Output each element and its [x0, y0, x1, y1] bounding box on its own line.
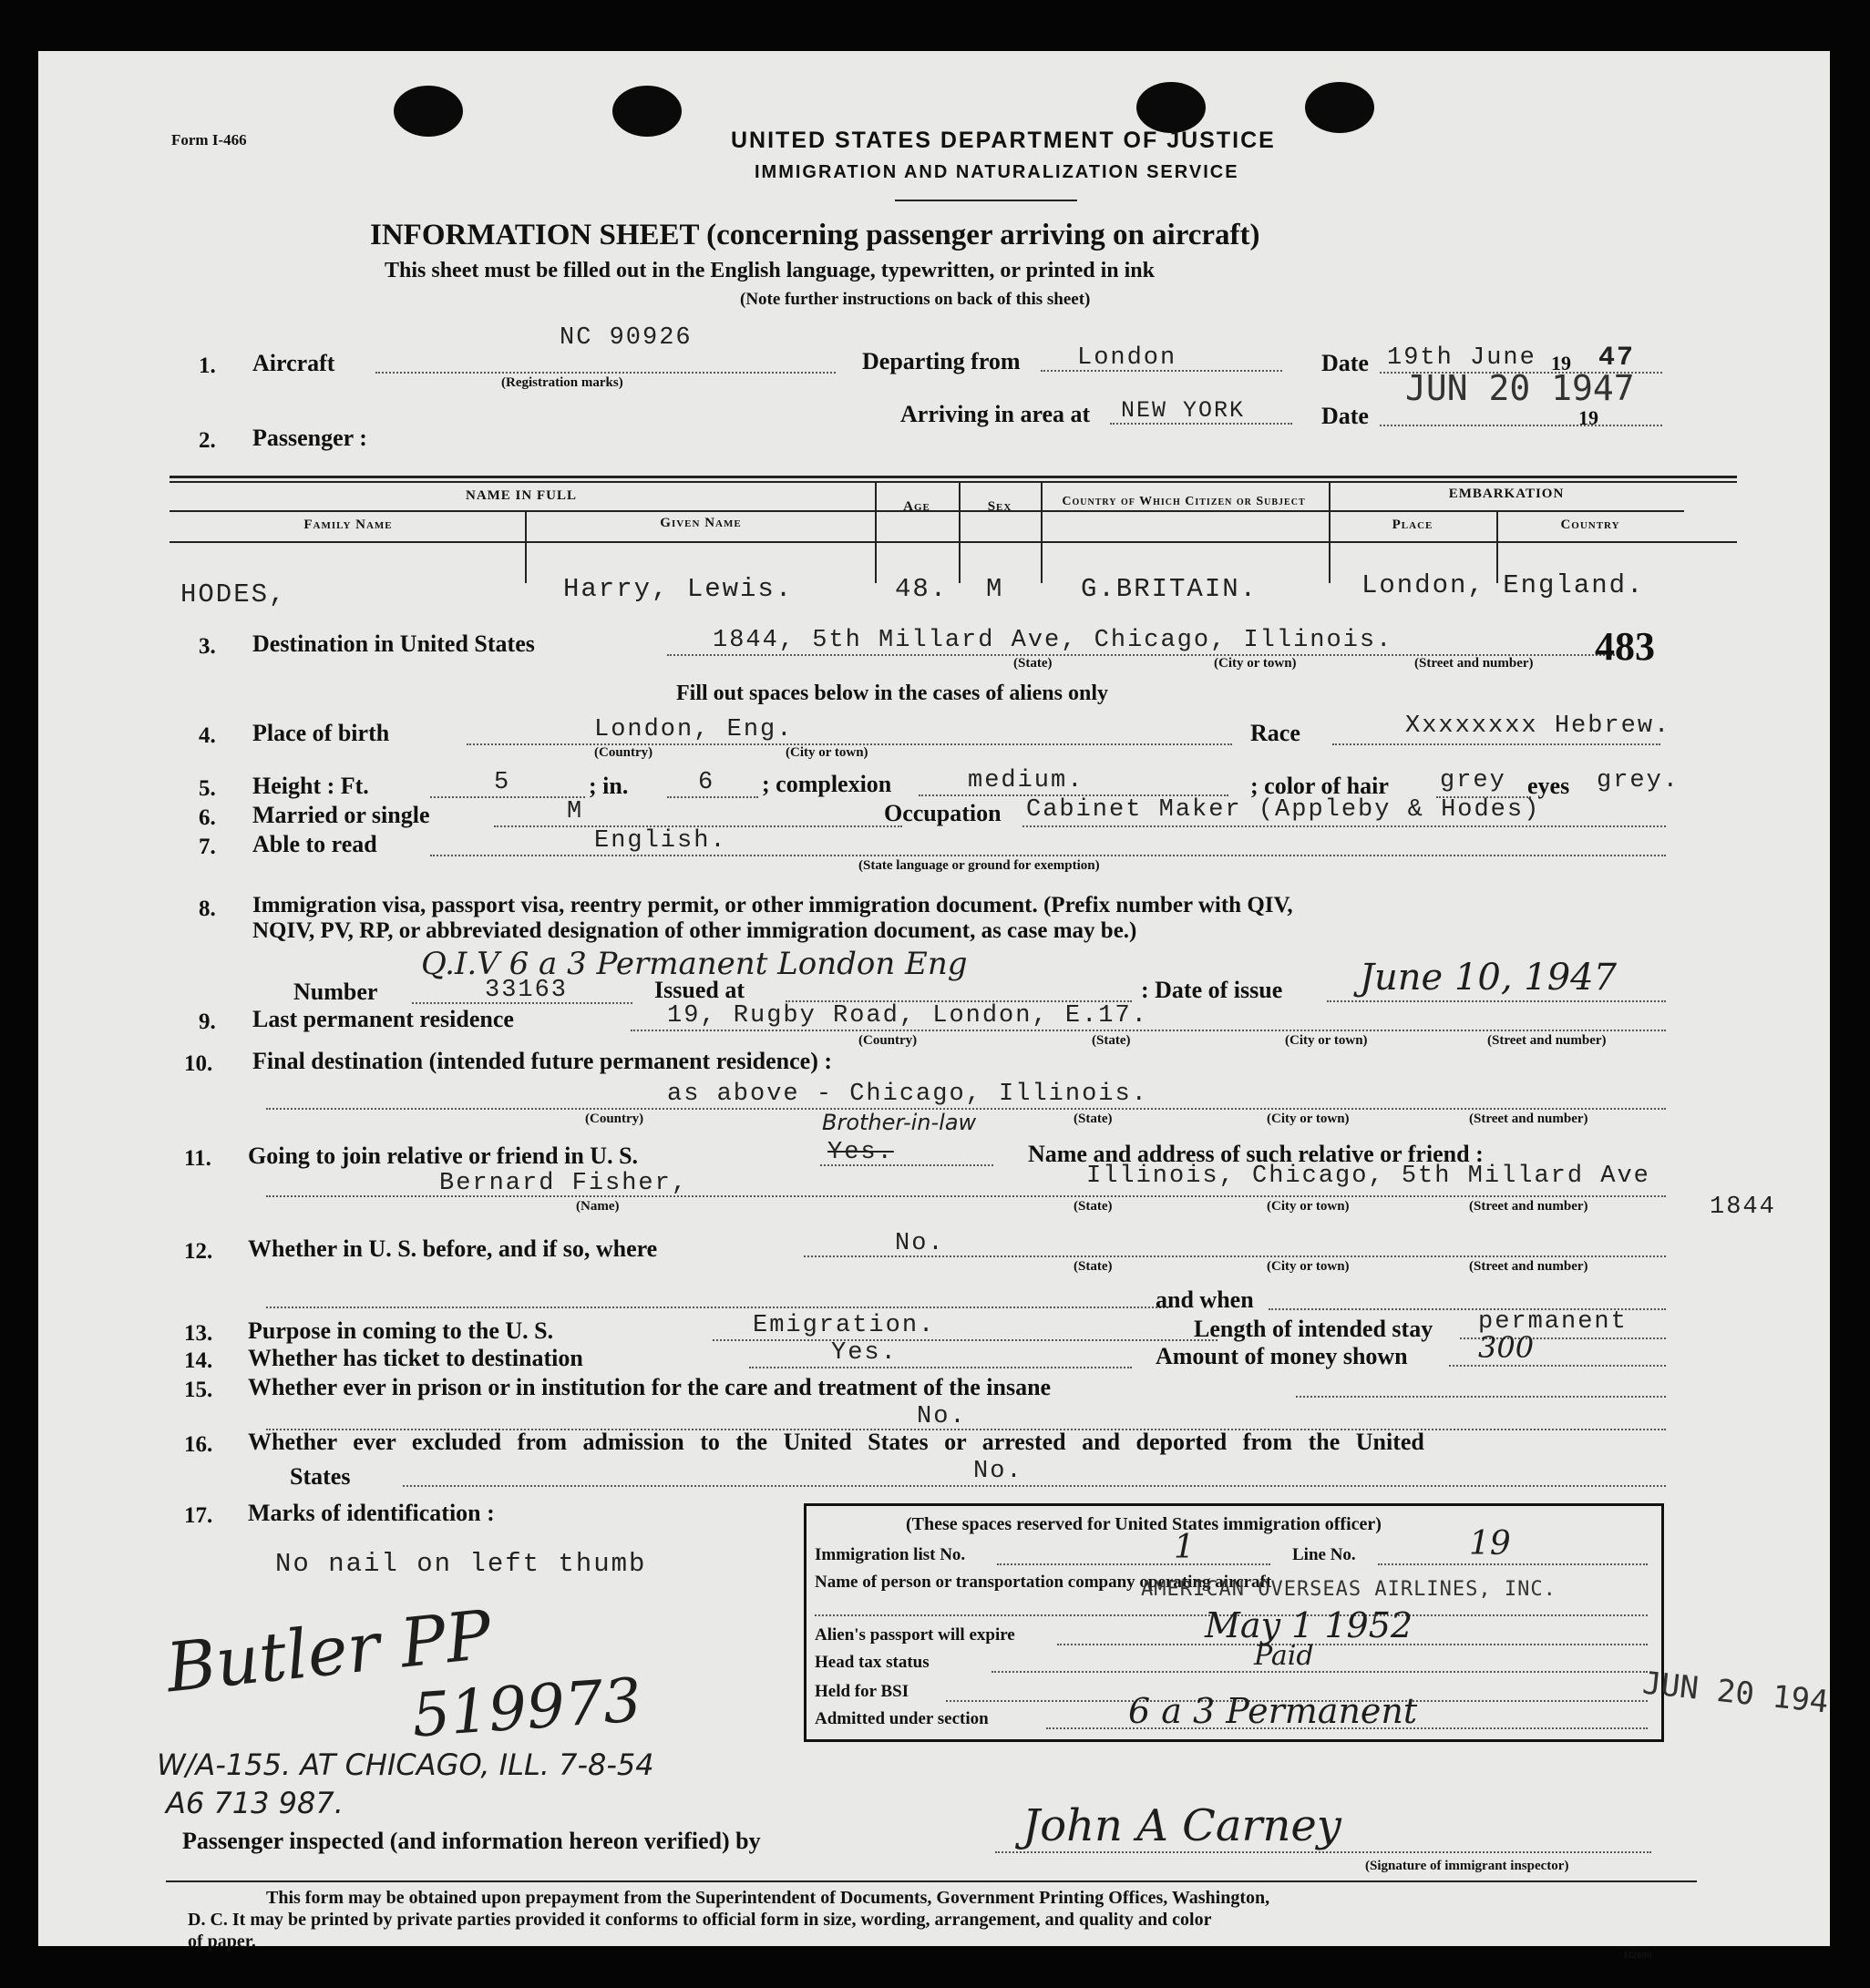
complexion-value: medium.: [968, 767, 1084, 794]
arrival-date-stamp: JUN 20 1947: [1405, 368, 1635, 408]
destination-sub-state: (State): [1013, 656, 1053, 671]
relative-address: Illinois, Chicago, 5th Millard Ave: [1086, 1163, 1650, 1190]
list-label: Immigration list No.: [815, 1545, 966, 1564]
final-sub-country: (Country): [585, 1112, 644, 1126]
height-ft-label: Height : Ft.: [252, 773, 369, 799]
residence-label: Last permanent residence: [252, 1006, 514, 1032]
list-value: 1: [1174, 1529, 1195, 1566]
complexion-label: ; complexion: [762, 771, 892, 797]
residence-sub-country: (Country): [858, 1033, 918, 1048]
visa-handwritten: Q.I.V 6 a 3 Permanent London Eng: [421, 946, 968, 982]
table-col: [525, 510, 527, 583]
residence-value: 19, Rugby Road, London, E.17.: [667, 1002, 1148, 1030]
departing-label: Departing from: [862, 348, 1021, 374]
join-value: Yes.: [827, 1139, 894, 1166]
occupation-value: Cabinet Maker (Appleby & Hodes): [1026, 796, 1541, 824]
header-name-in-full: NAME IN FULL: [465, 488, 577, 503]
header-place: Place: [1392, 517, 1433, 532]
final-destination-label: Final destination (intended future permanent residence) :: [252, 1048, 833, 1074]
date-value: 19th June: [1387, 344, 1536, 372]
destination-mark: 483: [1595, 624, 1655, 669]
item-13-number: 13.: [184, 1321, 213, 1346]
birthplace-sub-country: (Country): [594, 745, 653, 760]
line-label: Line No.: [1292, 1545, 1356, 1564]
relative-sub-city: (City or town): [1267, 1199, 1350, 1214]
before-label: Whether in U. S. before, and if so, where: [248, 1235, 658, 1262]
married-value: M: [567, 798, 584, 825]
section-value: 6 a 3 Permanent: [1128, 1691, 1418, 1731]
annotation-chicago: W/A-155. AT CHICAGO, ILL. 7-8-54: [157, 1747, 654, 1782]
item-2-number: 2.: [199, 428, 216, 453]
money-value: 300: [1478, 1330, 1535, 1365]
aircraft-value: NC 90926: [560, 324, 693, 352]
section-label: Admitted under section: [815, 1709, 989, 1728]
header-embarkation: EMBARKATION: [1448, 487, 1565, 501]
sheet-instruction: This sheet must be filled out in the English language, typewritten, or printed in ink: [385, 259, 1155, 282]
header-rule: [895, 200, 1077, 201]
form-number: Form I-466: [171, 131, 247, 149]
purpose-value: Emigration.: [753, 1312, 936, 1339]
header-age: Age: [903, 499, 930, 514]
aircraft-sub: (Registration marks): [501, 375, 623, 390]
side-date-stamp: JUN 20 194: [1640, 1665, 1831, 1721]
header-sex: Sex: [987, 499, 1012, 514]
excluded-label-1: Whether ever excluded from admission to the United States or arrested and deported from the United: [248, 1429, 1424, 1455]
when-line-a: [266, 1307, 1168, 1308]
relative-name: Bernard Fisher,: [439, 1170, 689, 1197]
height-in-label: ; in.: [589, 773, 629, 799]
birthplace-sub-city: (City or town): [786, 745, 868, 760]
expire-label: Alien's passport will expire: [815, 1625, 1015, 1645]
age-value: 48.: [895, 574, 949, 604]
ticket-line: [749, 1367, 1132, 1368]
family-name-value: HODES,: [180, 579, 287, 610]
eyes-label: eyes: [1527, 773, 1570, 799]
departing-value: London: [1077, 344, 1177, 372]
footer-rule: [166, 1880, 1697, 1882]
footer-code: H2886: [1624, 1950, 1652, 1961]
footer-line-1: This form may be obtained upon prepayment from the Superintendent of Documents, Government Printing Offices, Washington,: [266, 1888, 1270, 1908]
race-value: Xxxxxxxx Hebrew.: [1405, 712, 1671, 740]
annotation-number: 519973: [409, 1665, 644, 1751]
sheet-note: (Note further instructions on back of this sheet): [740, 290, 1091, 309]
line-value: 19: [1469, 1525, 1511, 1563]
item-3-number: 3.: [199, 634, 216, 659]
excluded-line: [403, 1485, 1666, 1487]
before-value: No.: [895, 1230, 945, 1257]
official-title: (These spaces reserved for United States immigration officer): [906, 1514, 1382, 1534]
hair-value: grey: [1440, 767, 1506, 794]
occupation-label: Occupation: [884, 800, 1002, 826]
header-given-name: Given Name: [660, 516, 742, 530]
date2-label: Date: [1321, 403, 1369, 429]
item-1-number: 1.: [199, 354, 216, 378]
date2-19: 19: [1578, 406, 1598, 429]
embark-value: London, England.: [1361, 570, 1645, 600]
money-line: [1449, 1365, 1666, 1367]
punch-hole: [612, 86, 682, 137]
stay-label: Length of intended stay: [1194, 1316, 1433, 1342]
item-15-number: 15.: [184, 1378, 213, 1402]
issue-date-value: June 10, 1947: [1360, 957, 1618, 999]
visa-number-value: 33163: [485, 977, 569, 1004]
sex-value: M: [986, 574, 1004, 604]
header-country-citizen: Country of Which Citizen or Subject: [1062, 495, 1306, 508]
table-col: [959, 481, 961, 583]
money-label: Amount of money shown: [1156, 1343, 1408, 1369]
item-8-number: 8.: [199, 897, 216, 921]
company-label: Name of person or transportation company operating aircraft: [815, 1573, 1272, 1592]
list-line: [997, 1563, 1270, 1565]
issued-at-label: Issued at: [654, 977, 745, 1003]
issue-date-line: [1327, 1000, 1666, 1002]
final-sub-street: (Street and number): [1469, 1112, 1588, 1126]
birthplace-label: Place of birth: [252, 720, 390, 746]
agency-title: UNITED STATES DEPARTMENT OF JUSTICE: [731, 128, 1276, 153]
join-label: Going to join relative or friend in U. S.: [248, 1143, 639, 1169]
item-7-number: 7.: [199, 835, 216, 859]
inspected-label: Passenger inspected (and information hereon verified) by: [182, 1828, 761, 1854]
aliens-only-note: Fill out spaces below in the cases of aliens only: [676, 681, 1109, 705]
final-sub-state: (State): [1074, 1112, 1113, 1126]
table-top-rule: [170, 476, 1737, 478]
service-title: IMMIGRATION AND NATURALIZATION SERVICE: [755, 162, 1239, 182]
aircraft-line: [375, 372, 836, 374]
stay-value: permanent: [1478, 1308, 1628, 1336]
punch-hole: [1305, 82, 1374, 133]
destination-sub-city: (City or town): [1214, 656, 1297, 671]
visa-label-2: NQIV, PV, RP, or abbreviated designation of other immigration document, as case may be.): [252, 918, 1137, 943]
footer-line-2: D. C. It may be printed by private parties provided it conforms to official form in size, wording, arrangement, and quality and color: [188, 1910, 1212, 1930]
table-header-bottom: [170, 541, 1737, 543]
item-16-number: 16.: [184, 1432, 213, 1457]
hair-label: ; color of hair: [1250, 773, 1389, 799]
item-12-number: 12.: [184, 1239, 213, 1264]
race-label: Race: [1250, 720, 1300, 746]
table-col: [875, 481, 877, 583]
table-col: [1041, 481, 1043, 583]
date2-line: [1380, 425, 1662, 426]
relative-address-2: 1844: [1710, 1194, 1776, 1221]
passenger-label: Passenger :: [252, 425, 367, 451]
marks-value: No nail on left thumb: [275, 1549, 647, 1579]
bsi-label: Held for BSI: [815, 1682, 909, 1701]
eyes-value: grey.: [1597, 767, 1680, 794]
residence-line: [631, 1030, 1666, 1031]
item-11-number: 11.: [184, 1146, 211, 1171]
signature-sub: (Signature of immigrant inspector): [1365, 1859, 1569, 1873]
tax-label: Head tax status: [815, 1653, 930, 1672]
excluded-label-2: States: [290, 1463, 351, 1490]
read-label: Able to read: [252, 831, 377, 857]
given-name-value: Harry, Lewis.: [563, 574, 794, 604]
item-4-number: 4.: [199, 723, 216, 748]
join-handwritten: Brother-in-law: [822, 1110, 977, 1135]
tax-line: [992, 1671, 1648, 1673]
item-14-number: 14.: [184, 1348, 213, 1373]
arriving-value: NEW YORK: [1121, 397, 1246, 424]
table-top-rule-2: [170, 481, 1737, 483]
race-line: [1332, 743, 1660, 745]
occupation-line: [1022, 825, 1666, 827]
ticket-value: Yes.: [831, 1339, 898, 1367]
marks-label: Marks of identification :: [248, 1500, 495, 1526]
sheet-title: INFORMATION SHEET (concerning passenger arriving on aircraft): [370, 219, 1260, 251]
relative-sub-street: (Street and number): [1469, 1199, 1588, 1214]
arriving-label: Arriving in area at: [900, 401, 1091, 427]
height-ft-value: 5: [494, 769, 511, 796]
visa-number-label: Number: [293, 979, 378, 1005]
residence-sub-street: (Street and number): [1487, 1033, 1607, 1048]
line-line: [1378, 1563, 1648, 1565]
table-sub-rule-embark: [1329, 510, 1684, 512]
inspector-signature: John A Carney: [1022, 1800, 1341, 1851]
before-sub-street: (Street and number): [1469, 1259, 1588, 1274]
destination-label: Destination in United States: [252, 630, 535, 657]
destination-value: 1844, 5th Millard Ave, Chicago, Illinois.: [713, 627, 1393, 654]
prison-value: No.: [917, 1403, 967, 1430]
item-9-number: 9.: [199, 1009, 216, 1034]
relative-sub-state: (State): [1074, 1199, 1113, 1214]
item-17-number: 17.: [184, 1503, 213, 1528]
date-19: 19: [1551, 352, 1571, 374]
final-sub-city: (City or town): [1267, 1112, 1350, 1126]
date-label: Date: [1321, 350, 1369, 376]
married-label: Married or single: [252, 802, 430, 828]
ticket-label: Whether has ticket to destination: [248, 1345, 583, 1371]
header-family-name: Family Name: [303, 517, 393, 532]
read-value: English.: [594, 827, 727, 855]
purpose-label: Purpose in coming to the U. S.: [248, 1317, 554, 1344]
ft-line: [430, 796, 585, 798]
before-sub-state: (State): [1074, 1259, 1113, 1274]
final-destination-value: as above - Chicago, Illinois.: [667, 1081, 1148, 1108]
height-in-value: 6: [698, 769, 715, 796]
citizen-value: G.BRITAIN.: [1081, 574, 1259, 604]
residence-sub-state: (State): [1092, 1033, 1131, 1048]
punch-hole: [394, 86, 463, 137]
prison-line: [1296, 1396, 1666, 1398]
annotation-a-number: A6 713 987.: [166, 1786, 344, 1820]
birthplace-value: London, Eng.: [594, 716, 794, 743]
company-stamp: AMERICAN OVERSEAS AIRLINES, INC.: [1141, 1578, 1557, 1601]
item-10-number: 10.: [184, 1051, 213, 1076]
form-sheet: [38, 51, 1831, 1961]
purpose-line: [713, 1339, 1218, 1341]
date-year: 47: [1598, 343, 1636, 374]
item-5-number: 5.: [199, 776, 216, 801]
relative-sub-name: (Name): [576, 1199, 620, 1214]
punch-hole: [1136, 82, 1206, 133]
read-line: [430, 855, 1666, 856]
footer-line-3: of paper.: [188, 1932, 256, 1952]
item-6-number: 6.: [199, 805, 216, 830]
residence-sub-city: (City or town): [1285, 1033, 1368, 1048]
destination-sub-street: (Street and number): [1414, 656, 1534, 671]
expire-value: May 1 1952: [1205, 1605, 1413, 1645]
signature-line: [995, 1851, 1651, 1853]
in-line: [667, 796, 758, 798]
visa-label-1: Immigration visa, passport visa, reentry permit, or other immigration document. (Prefix number with QIV,: [252, 893, 1293, 917]
read-sub: (State language or ground for exemption): [858, 858, 1100, 873]
issue-date-label: : Date of issue: [1141, 977, 1283, 1003]
prison-label: Whether ever in prison or in institution for the care and treatment of the insane: [248, 1374, 1052, 1400]
tax-value: Paid: [1254, 1640, 1314, 1672]
before-sub-city: (City or town): [1267, 1259, 1350, 1274]
when-label: and when: [1156, 1286, 1254, 1313]
aircraft-label: Aircraft: [252, 350, 335, 376]
relative-name-label: Name and address of such relative or friend :: [1028, 1141, 1484, 1167]
header-embark-country: Country: [1560, 517, 1620, 532]
excluded-value: No.: [973, 1458, 1023, 1485]
annotation-butler: Butler PP: [162, 1595, 496, 1708]
